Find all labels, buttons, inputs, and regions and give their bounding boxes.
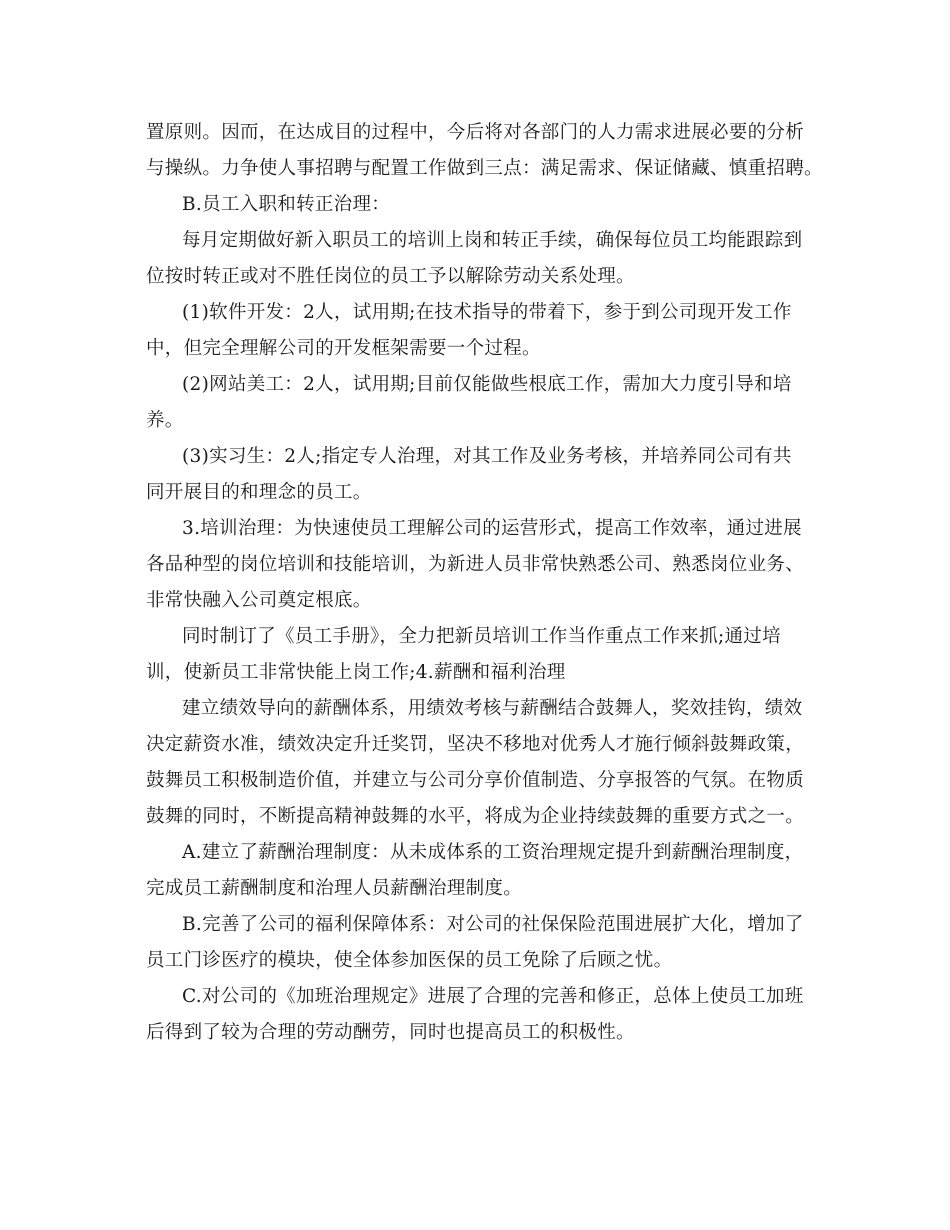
text-line-9: 养。 [146, 410, 184, 431]
text-line-12: 3.培训治理：为快速使员工理解公司的运营形式，提高工作效率，通过进展 [182, 518, 802, 539]
text-line-23: B.完善了公司的福利保障体系：对公司的社保保险范围进展扩大化，增加了 [182, 914, 804, 935]
text-line-16: 训，使新员工非常快能上岗工作;4.薪酬和福利治理 [146, 662, 566, 683]
text-line-21: A.建立了薪酬治理制度：从未成体系的工资治理规定提升到薪酬治理制度， [182, 842, 804, 863]
text-line-5: 位按时转正或对不胜任岗位的员工予以解除劳动关系处理。 [146, 266, 635, 287]
text-line-3: B.员工入职和转正治理： [182, 194, 391, 215]
text-line-6: (1)软件开发：2人，试用期;在技术指导的带着下，参于到公司现开发工作 [182, 302, 792, 323]
text-line-4: 每月定期做好新入职员工的培训上岗和转正手续，确保每位员工均能跟踪到 [182, 230, 803, 251]
text-line-2: 与操纵。力争使人事招聘与配置工作做到三点：满足需求、保证储藏、慎重招聘。 [146, 158, 823, 179]
text-line-24: 员工门诊医疗的模块，使全体参加医保的员工免除了后顾之忧。 [146, 950, 673, 971]
text-line-14: 非常快融入公司奠定根底。 [146, 590, 372, 611]
text-line-20: 鼓舞的同时，不断提高精神鼓舞的水平，将成为企业持续鼓舞的重要方式之一。 [146, 806, 805, 827]
text-line-17: 建立绩效导向的薪酬体系，用绩效考核与薪酬结合鼓舞人，奖效挂钩，绩效 [182, 698, 803, 719]
text-line-10: (3)实习生：2人;指定专人治理，对其工作及业务考核，并培养同公司有共 [182, 446, 792, 467]
text-line-22: 完成员工薪酬制度和治理人员薪酬治理制度。 [146, 878, 523, 899]
text-line-1: 置原则。因而，在达成目的过程中，今后将对各部门的人力需求进展必要的分析 [146, 122, 805, 143]
text-line-8: (2)网站美工：2人，试用期;目前仅能做些根底工作，需加大力度引导和培 [182, 374, 792, 395]
text-line-7: 中，但完全理解公司的开发框架需要一个过程。 [146, 338, 541, 359]
text-line-11: 同开展目的和理念的员工。 [146, 482, 372, 503]
text-line-18: 决定薪资水准，绩效决定升迁奖罚，坚决不移地对优秀人才施行倾斜鼓舞政策， [146, 734, 805, 755]
text-line-13: 各品种型的岗位培训和技能培训，为新进人员非常快熟悉公司、熟悉岗位业务、 [146, 554, 805, 575]
text-line-19: 鼓舞员工积极制造价值，并建立与公司分享价值制造、分享报答的气氛。在物质 [146, 770, 805, 791]
text-line-15: 同时制订了《员工手册》，全力把新员培训工作当作重点工作来抓;通过培 [182, 626, 781, 647]
text-line-25: C.对公司的《加班治理规定》进展了合理的完善和修正，总体上使员工加班 [182, 986, 804, 1007]
text-line-26: 后得到了较为合理的劳动酬劳，同时也提高员工的积极性。 [146, 1022, 635, 1043]
